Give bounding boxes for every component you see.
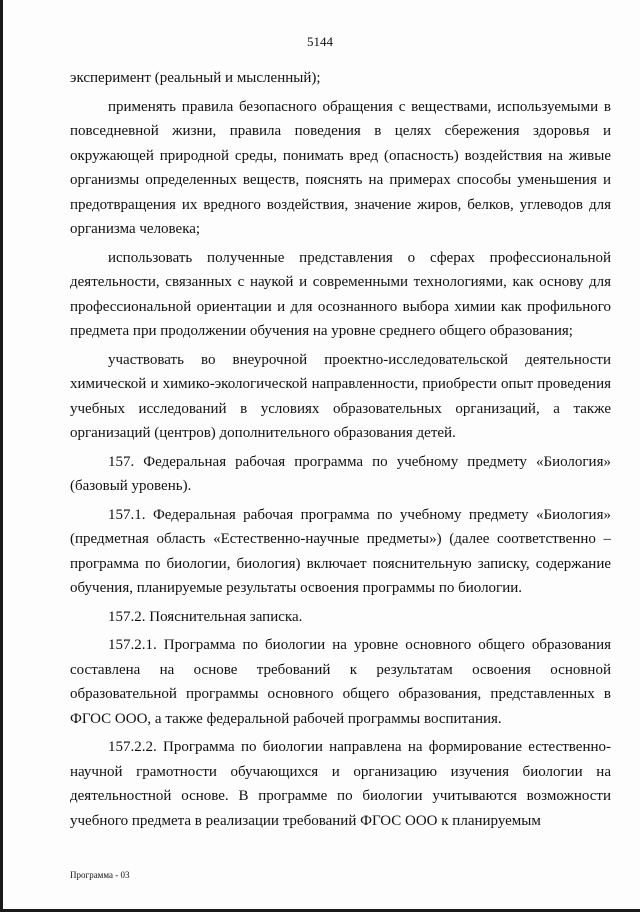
section-157-2-2: 157.2.2. Программа по биологии направлена на формирование естественно-научной грамотности обучающихся и организацию изучения биологии на деятельностной основе. В программе по биологии учитываются возможности учебного предмета в реализации требований ФГОС ООО к планируемым bbox=[70, 739, 611, 829]
page-footer: Программа - 03 bbox=[70, 870, 130, 880]
paragraph-experiment: эксперимент (реальный и мысленный); bbox=[70, 70, 321, 86]
paragraph-safety-rules: применять правила безопасного обращения с веществами, используемыми в повседневной жизни, правила поведения в целях сбережения здоровья и окружающей природной среды, понимать вред (опасность) воздействия на живые организмы определенных веществ, пояснять на примерах способы уменьшения и предотвращения их вредного воздействия, значение жиров, белков, углеводов для организма человека; bbox=[70, 98, 611, 237]
scan-edge-left bbox=[0, 0, 3, 912]
section-157-heading: 157. Федеральная рабочая программа по учебному предмету «Биология» (базовый уровень). bbox=[70, 453, 611, 494]
paragraph-extracurricular: участвовать во внеурочной проектно-исследовательской деятельности химической и химико-экологической направленности, приобрести опыт проведения учебных исследований в условиях образовательных организаций, а также организаций (центров) дополнительного образования детей. bbox=[70, 351, 611, 441]
paragraph-professional-orientation: использовать полученные представления о сферах профессиональной деятельности, связанных с наукой и современными технологиями, как основу для профессиональной ориентации и для осознанного выбора химии как профильного предмета при продолжении обучения на уровне среднего общего образования; bbox=[70, 249, 611, 339]
page-number: 5144 bbox=[307, 34, 333, 49]
section-157-2-heading: 157.2. Пояснительная записка. bbox=[108, 608, 303, 625]
section-157-2-1: 157.2.1. Программа по биологии на уровне основного общего образования составлена на основе требований к результатам освоения основной образовательной программы основного общего образования, представленных в ФГОС ООО, а также федеральной рабочей программы воспитания. bbox=[70, 637, 611, 727]
body-text bbox=[70, 66, 611, 833]
section-157-1: 157.1. Федеральная рабочая программа по учебному предмету «Биология» (предметная область «Естественно-научные предметы») (далее соответственно – программа по биологии, биология) включает пояснительную записку, содержание обучения, планируемые результаты освоения программы по биологии. bbox=[70, 506, 611, 596]
